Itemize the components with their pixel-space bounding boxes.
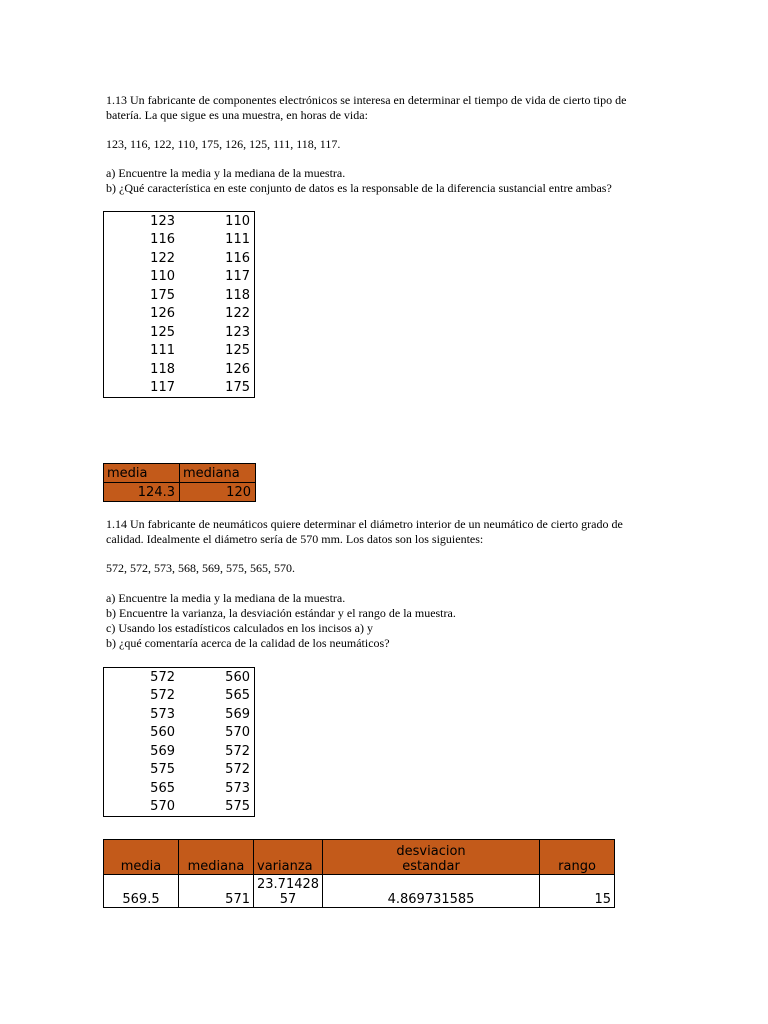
rango-value: 15	[540, 875, 615, 908]
sample-value-cell: 572	[104, 668, 180, 687]
varianza-value-line1: 23.71428	[257, 877, 320, 892]
sample-value-cell: 570	[104, 798, 180, 817]
sorted-value-cell: 565	[179, 687, 255, 706]
problem1-statement-line1: 1.13 Un fabricante de componentes electrónicos se interesa en determinar el tiempo de vida de cierto tipo de	[106, 93, 627, 107]
problem2-statement	[106, 517, 666, 547]
sorted-value-cell: 126	[179, 360, 255, 379]
sorted-value-cell: 575	[179, 798, 255, 817]
table-row	[104, 360, 255, 379]
problem1-statement-line2: batería. La que sigue es una muestra, en horas de vida:	[106, 108, 368, 122]
varianza-value-line2: 57	[279, 892, 297, 907]
problem2-question-c: c) Usando los estadísticos calculados en los incisos a) y	[106, 621, 373, 635]
sample-value-cell: 118	[104, 360, 180, 379]
problem2-results-header	[104, 840, 615, 875]
sorted-value-cell: 572	[179, 742, 255, 761]
sorted-value-cell: 123	[179, 323, 255, 342]
problem1-results-values	[104, 483, 256, 502]
sample-value-cell: 569	[104, 742, 180, 761]
mediana-header: mediana	[179, 840, 254, 875]
problem2-question-b: b) Encuentre la varianza, la desviación estándar y el rango de la muestra.	[106, 606, 456, 620]
media-value: 124.3	[104, 483, 180, 502]
media-value: 569.5	[104, 875, 179, 908]
desviacion-header-line1: desviacion	[396, 844, 466, 859]
table-row	[104, 742, 255, 761]
sorted-value-cell: 560	[179, 668, 255, 687]
problem2-results-table	[103, 839, 615, 908]
table-row	[104, 212, 255, 231]
table-row	[104, 705, 255, 724]
sorted-value-cell: 570	[179, 724, 255, 743]
mediana-header: mediana	[180, 464, 256, 483]
table-row	[104, 724, 255, 743]
sample-value-cell: 565	[104, 779, 180, 798]
sample-value-cell: 572	[104, 687, 180, 706]
sorted-value-cell: 572	[179, 761, 255, 780]
sample-value-cell: 116	[104, 231, 180, 250]
rango-header: rango	[540, 840, 615, 875]
table-row	[104, 342, 255, 361]
sorted-value-cell: 116	[179, 249, 255, 268]
problem1-results-header	[104, 464, 256, 483]
sample-value-cell: 117	[104, 379, 180, 398]
table-row	[104, 779, 255, 798]
problem1-question-a: a) Encuentre la media y la mediana de la muestra.	[106, 166, 346, 180]
sample-value-cell: 126	[104, 305, 180, 324]
sorted-value-cell: 125	[179, 342, 255, 361]
sorted-value-cell: 175	[179, 379, 255, 398]
sample-value-cell: 175	[104, 286, 180, 305]
sample-value-cell: 575	[104, 761, 180, 780]
table-row	[104, 249, 255, 268]
table-row	[104, 286, 255, 305]
problem1-statement	[106, 93, 666, 123]
table-row	[104, 798, 255, 817]
problem1-questions	[106, 166, 726, 196]
mediana-value: 120	[180, 483, 256, 502]
desviacion-header-line2: estandar	[402, 859, 460, 874]
sample-value-cell: 573	[104, 705, 180, 724]
sorted-value-cell: 117	[179, 268, 255, 287]
sorted-value-cell: 111	[179, 231, 255, 250]
problem2-results-values	[104, 875, 615, 908]
desviacion-value: 4.869731585	[323, 875, 540, 908]
problem2-questions	[106, 591, 666, 651]
table-row	[104, 687, 255, 706]
desviacion-header	[323, 840, 540, 875]
problem2-statement-line1: 1.14 Un fabricante de neumáticos quiere determinar el diámetro interior de un neumático de cierto grado de	[106, 517, 623, 531]
sample-value-cell: 125	[104, 323, 180, 342]
table-row	[104, 668, 255, 687]
table-row	[104, 231, 255, 250]
media-header: media	[104, 464, 180, 483]
sorted-value-cell: 118	[179, 286, 255, 305]
table-row	[104, 379, 255, 398]
sorted-value-cell: 569	[179, 705, 255, 724]
mediana-value: 571	[179, 875, 254, 908]
problem1-results-table	[103, 463, 256, 502]
sample-value-cell: 110	[104, 268, 180, 287]
sorted-value-cell: 110	[179, 212, 255, 231]
problem1-data-table	[103, 211, 255, 398]
sample-value-cell: 123	[104, 212, 180, 231]
sample-value-cell: 122	[104, 249, 180, 268]
problem2-question-d: b) ¿qué comentaría acerca de la calidad de los neumáticos?	[106, 636, 390, 650]
problem2-question-a: a) Encuentre la media y la mediana de la muestra.	[106, 591, 346, 605]
problem1-question-b: b) ¿Qué característica en este conjunto de datos es la responsable de la diferencia sustancial entre ambas?	[106, 181, 612, 195]
table-row	[104, 761, 255, 780]
media-header: media	[104, 840, 179, 875]
table-row	[104, 323, 255, 342]
problem2-statement-line2: calidad. Idealmente el diámetro sería de 570 mm. Los datos son los siguientes:	[106, 532, 484, 546]
sorted-value-cell: 122	[179, 305, 255, 324]
problem2-data-table	[103, 667, 255, 817]
varianza-value	[254, 875, 323, 908]
problem1-sample: 123, 116, 122, 110, 175, 126, 125, 111, 118, 117.	[106, 137, 341, 151]
varianza-header: varianza	[254, 840, 323, 875]
table-row	[104, 305, 255, 324]
table-row	[104, 268, 255, 287]
sample-value-cell: 560	[104, 724, 180, 743]
problem2-sample: 572, 572, 573, 568, 569, 575, 565, 570.	[106, 561, 295, 575]
sorted-value-cell: 573	[179, 779, 255, 798]
sample-value-cell: 111	[104, 342, 180, 361]
